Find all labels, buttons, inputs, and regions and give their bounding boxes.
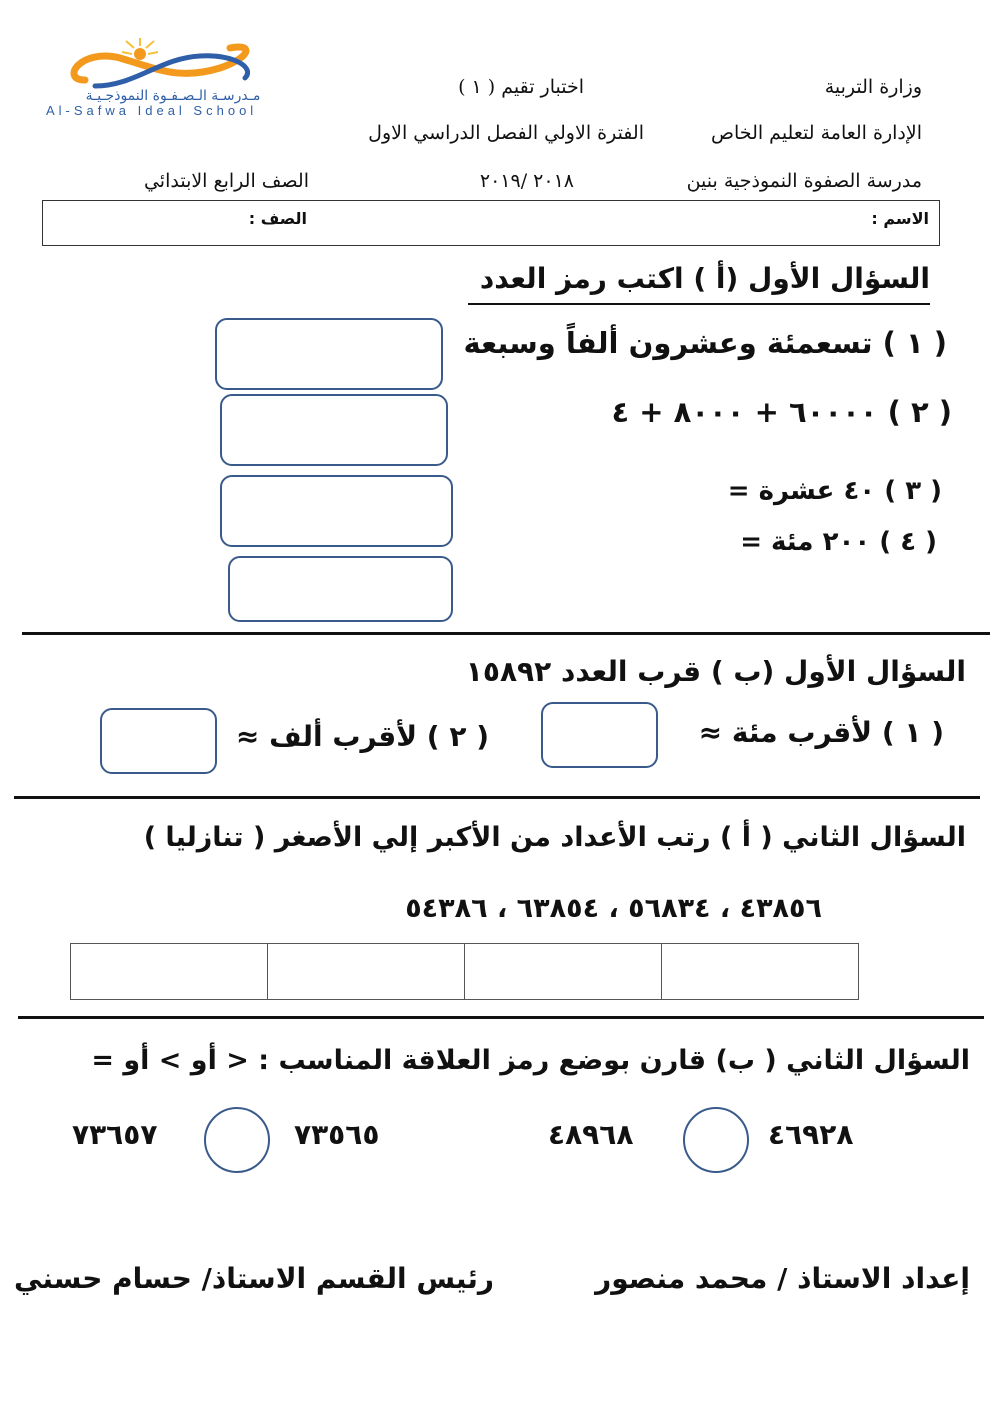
exam-title: اختبار تقيم ( ١ ) bbox=[458, 76, 584, 98]
student-info-box bbox=[42, 200, 940, 246]
divider-2 bbox=[14, 796, 980, 799]
q1a-item-1: ( ١ ) تسعمئة وعشرون ألفاً وسبعة bbox=[463, 326, 947, 360]
order-cell[interactable] bbox=[268, 944, 465, 1000]
order-answer-table bbox=[70, 943, 859, 1000]
q2b-title: السؤال الثاني ( ب) قارن بوضع رمز العلاقة المناسب : < أو > أو = bbox=[91, 1045, 970, 1076]
q1b-item-2: ( ٢ ) لأقرب ألف ≈ bbox=[235, 720, 489, 753]
administration-label: الإدارة العامة لتعليم الخاص bbox=[711, 122, 922, 144]
q1b-item-1: ( ١ ) لأقرب مئة ≈ bbox=[698, 716, 944, 749]
prepared-by: إعداد الاستاذ / محمد منصور bbox=[595, 1262, 970, 1295]
q1b-answer-box-1[interactable] bbox=[541, 702, 658, 768]
ministry-label: وزارة التربية bbox=[824, 76, 922, 98]
period-label: الفترة الاولي الفصل الدراسي الاول bbox=[368, 122, 644, 144]
order-cell[interactable] bbox=[465, 944, 662, 1000]
compare-number: ٧٣٦٥٧ bbox=[72, 1118, 158, 1151]
q1b-answer-box-2[interactable] bbox=[100, 708, 217, 774]
q2a-title: السؤال الثاني ( أ ) رتب الأعداد من الأكبر إلي الأصغر ( تنازليا ) bbox=[143, 822, 966, 853]
logo-swoosh-icon bbox=[40, 38, 300, 90]
q1a-item-4: ( ٤ ) ٢٠٠ مئة = bbox=[740, 527, 937, 557]
divider-3 bbox=[18, 1016, 984, 1019]
class-label[interactable]: الصف : bbox=[248, 209, 307, 228]
name-label[interactable]: الاسم : bbox=[871, 209, 929, 228]
school-logo bbox=[40, 38, 300, 123]
answer-box-2[interactable] bbox=[220, 394, 448, 466]
divider-1 bbox=[22, 632, 990, 635]
q1b-title: السؤال الأول (ب ) قرب العدد ١٥٨٩٢ bbox=[465, 655, 966, 688]
q1a-item-2: ( ٢ ) ٦٠٠٠٠ + ٨٠٠٠ + ٤ bbox=[611, 395, 952, 429]
school-label: مدرسة الصفوة النموذجية بنين bbox=[686, 170, 922, 192]
answer-box-3[interactable] bbox=[220, 475, 453, 547]
year-label: ٢٠١٨ /٢٠١٩ bbox=[479, 170, 574, 192]
answer-box-4[interactable] bbox=[228, 556, 453, 622]
order-cell[interactable] bbox=[662, 944, 859, 1000]
compare-number: ٤٨٩٦٨ bbox=[548, 1118, 634, 1151]
compare-circle-2[interactable] bbox=[204, 1107, 270, 1173]
answer-box-1[interactable] bbox=[215, 318, 443, 390]
compare-circle-1[interactable] bbox=[683, 1107, 749, 1173]
logo-arabic-name: مـدرسـة الـصـفـوة النموذجـيـة bbox=[85, 88, 261, 104]
logo-english-name: Al-Safwa Ideal School bbox=[46, 103, 258, 118]
q2a-numbers: ٤٣٨٥٦ ، ٥٦٨٣٤ ، ٦٣٨٥٤ ، ٥٤٣٨٦ bbox=[405, 893, 822, 924]
compare-number: ٧٣٥٦٥ bbox=[294, 1118, 380, 1151]
q1a-title-underline bbox=[468, 303, 930, 305]
head-of-department: رئيس القسم الاستاذ/ حسام حسني bbox=[13, 1262, 494, 1295]
q1a-title: السؤال الأول (أ ) اكتب رمز العدد bbox=[479, 262, 930, 295]
order-cell[interactable] bbox=[71, 944, 268, 1000]
compare-number: ٤٦٩٢٨ bbox=[768, 1118, 854, 1151]
grade-label: الصف الرابع الابتدائي bbox=[143, 170, 309, 192]
q1a-item-3: ( ٣ ) ٤٠ عشرة = bbox=[727, 476, 942, 506]
